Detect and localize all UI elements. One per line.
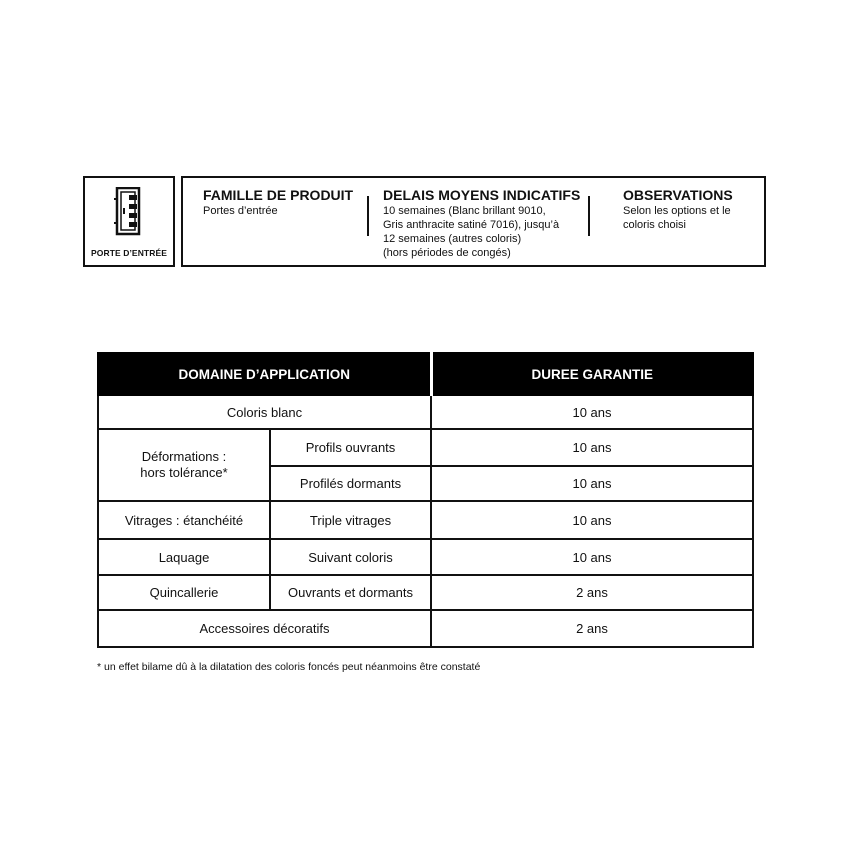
duration-header: DUREE GARANTIE: [431, 353, 753, 395]
observations-text: [623, 204, 758, 232]
domain-header: DOMAINE D’APPLICATION: [98, 353, 431, 395]
table-row: [98, 501, 753, 539]
table-row: [98, 610, 753, 647]
delays-line: 12 semaines (autres coloris): [383, 233, 522, 245]
icon-caption: PORTE D’ENTRÉE: [90, 248, 168, 258]
delays-line: Gris anthracite satiné 7016), jusqu’à: [383, 219, 560, 231]
product-family-value: Portes d’entrée: [203, 205, 278, 217]
domain-cell: Coloris blanc: [98, 395, 431, 429]
delays-title: DELAIS MOYENS INDICATIFS: [383, 187, 581, 203]
product-family-column: [203, 187, 363, 218]
observations-column: [623, 187, 758, 232]
info-box: [181, 176, 766, 267]
delays-column: [383, 187, 588, 260]
domain-text: Déformations : hors tolérance*: [140, 449, 228, 480]
duration-cell: 10 ans: [431, 539, 753, 575]
delays-text: [383, 204, 588, 260]
delays-line: 10 semaines (Blanc brillant 9010,: [383, 205, 546, 217]
sub-domain-cell: Ouvrants et dormants: [270, 575, 431, 610]
product-icon-box: [83, 176, 175, 267]
duration-cell: 10 ans: [431, 466, 753, 501]
delays-line: (hors périodes de congés): [383, 247, 511, 259]
sub-domain-cell: Profilés dormants: [270, 466, 431, 501]
table-row: [98, 395, 753, 429]
duration-cell: 10 ans: [431, 395, 753, 429]
domain-cell: Quincallerie: [98, 575, 270, 610]
guarantee-table: [97, 352, 754, 648]
sub-domain-cell: Suivant coloris: [270, 539, 431, 575]
footnote: * un effet bilame dû à la dilatation des coloris foncés peut néanmoins être constaté: [97, 661, 481, 673]
duration-cell: 10 ans: [431, 501, 753, 539]
observations-title: OBSERVATIONS: [623, 187, 733, 203]
table-row: [98, 575, 753, 610]
sub-domain-cell: Triple vitrages: [270, 501, 431, 539]
front-door-icon: [111, 187, 147, 237]
column-divider: [588, 196, 590, 236]
product-family-title: FAMILLE DE PRODUIT: [203, 187, 354, 203]
domain-cell: Vitrages : étanchéité: [98, 501, 270, 539]
sub-domain-cell: Profils ouvrants: [270, 429, 431, 466]
table-row: [98, 539, 753, 575]
duration-cell: 2 ans: [431, 610, 753, 647]
table-header-row: [98, 353, 753, 395]
domain-cell: Accessoires décoratifs: [98, 610, 431, 647]
duration-cell: 10 ans: [431, 429, 753, 466]
table-row: [98, 429, 753, 466]
observations-line: coloris choisi: [623, 219, 686, 231]
column-divider: [367, 196, 369, 236]
duration-cell: 2 ans: [431, 575, 753, 610]
observations-line: Selon les options et le: [623, 205, 731, 217]
domain-cell: [98, 429, 270, 501]
domain-cell: Laquage: [98, 539, 270, 575]
